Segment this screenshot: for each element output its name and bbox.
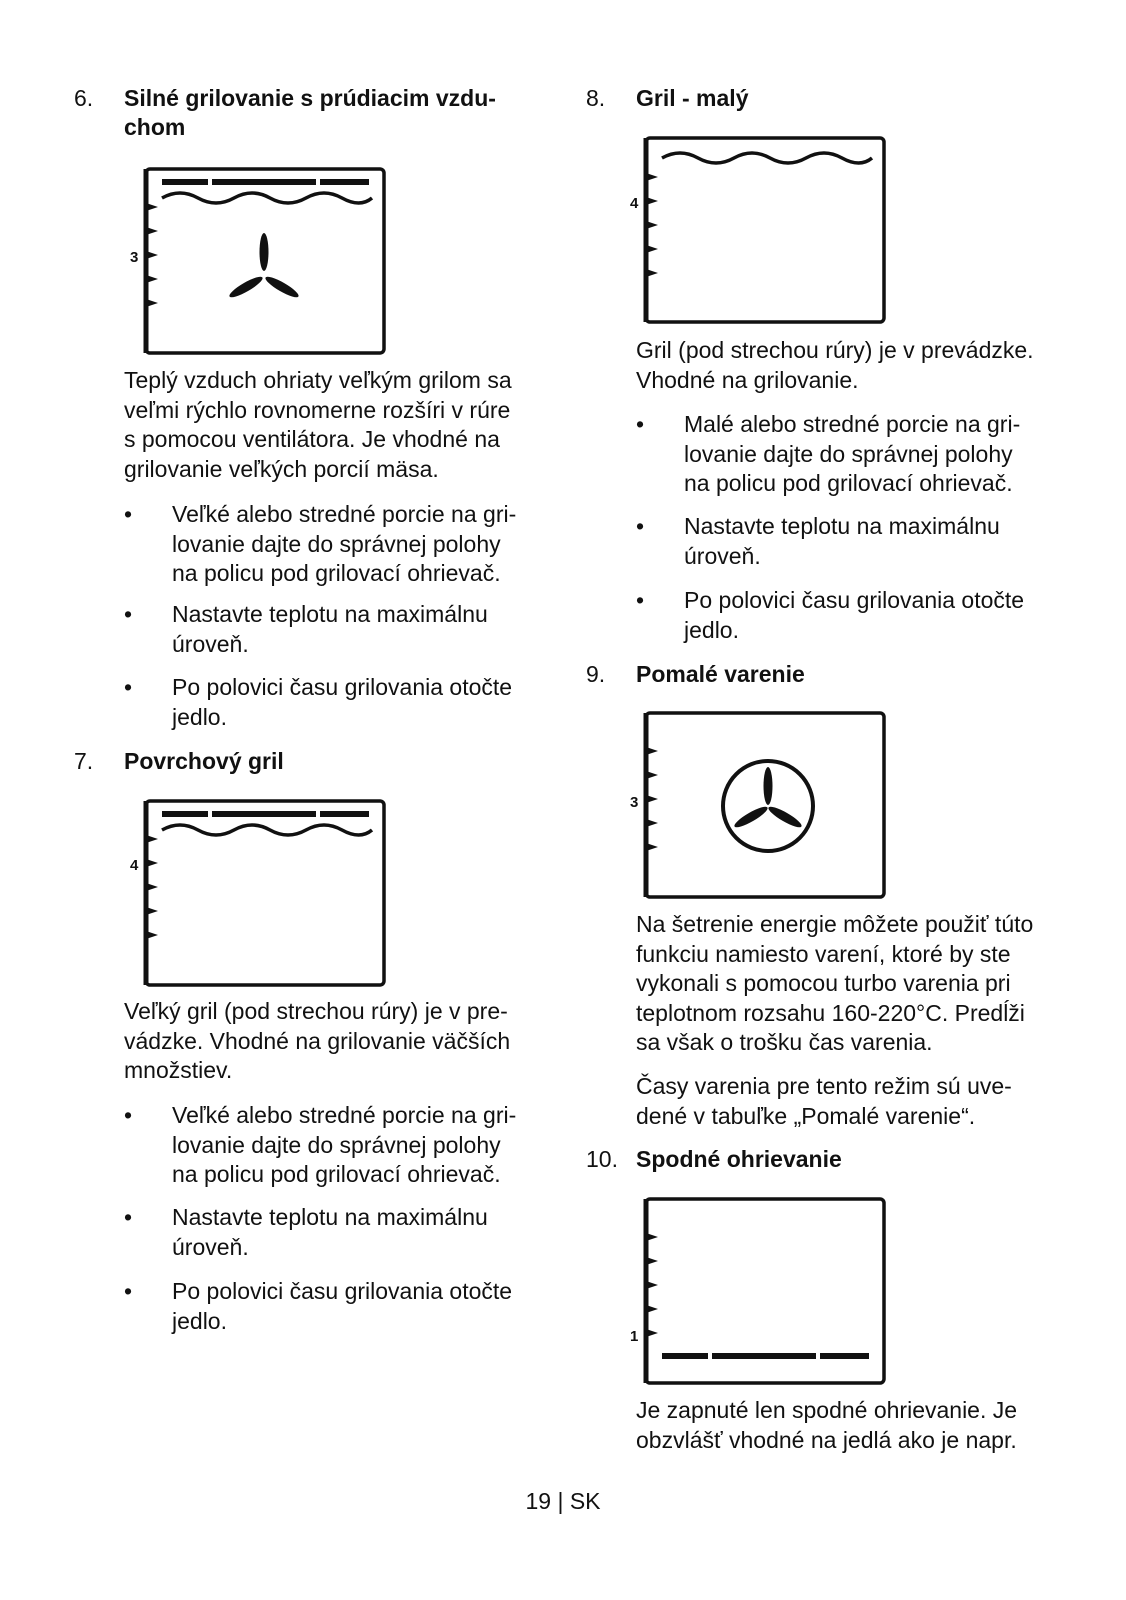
section-number: 7. (74, 748, 94, 774)
oven-frame (646, 713, 884, 897)
oven-diagram-slow-cooking (624, 708, 894, 903)
oven-diagram-bottom-heating (624, 1194, 894, 1389)
rack-number: 1 (630, 1328, 639, 1345)
section-9-description: Na šetrenie energie môžete použiť túto funkciu namiesto varení, ktoré by ste vykonali s pomocou turbo varenia pri teplotnom rozsahu 160-220°C. Predĺži sa však o trošku čas varenia. (636, 911, 1034, 1055)
section-7-description: Veľký gril (pod strechou rúry) je v pre- vádzke. Vhodné na grilovanie väčších množstiev. (124, 998, 511, 1083)
oven-diagram-small-grill (624, 133, 894, 328)
grill-wave-icon (162, 193, 372, 203)
section-number: 10. (586, 1146, 618, 1172)
grill-wave-icon (662, 153, 872, 163)
grill-wave-icon (162, 825, 372, 835)
page-number: 19 | SK (525, 1488, 601, 1514)
section-title: Spodné ohrievanie (636, 1146, 842, 1172)
rack-number: 4 (630, 195, 639, 212)
section-6-description: Teplý vzduch ohriaty veľkým grilom sa veľmi rýchlo rovnomerne rozšíri v rúre s pomocou ventilátora. Je vhodné na grilovanie veľkých porcií mäsa. (124, 367, 512, 482)
section-number: 9. (586, 661, 606, 687)
rack-number: 4 (130, 857, 139, 874)
fan-icon (227, 233, 300, 300)
oven-diagram-fan-grill (124, 164, 394, 359)
section-number: 6. (74, 85, 94, 111)
section-title: Povrchový gril (124, 748, 284, 774)
section-10-description: Je zapnuté len spodné ohrievanie. Je obzvlášť vhodné na jedlá ako je napr. (636, 1397, 1018, 1453)
section-9-note: Časy varenia pre tento režim sú uve- dené v tabuľke „Pomalé varenie“. (636, 1073, 1012, 1129)
circulated-fan-icon (723, 761, 813, 851)
oven-diagram-surface-grill (124, 796, 394, 991)
section-title: Silné grilovanie s prúdiacim vzdu- chom (124, 85, 496, 140)
section-number: 8. (586, 85, 606, 111)
oven-frame (646, 138, 884, 322)
rack-number: 3 (630, 794, 639, 811)
section-title: Gril - malý (636, 85, 749, 111)
section-8-description: Gril (pod strechou rúry) je v prevádzke. Vhodné na grilovanie. (636, 337, 1034, 393)
rack-number: 3 (130, 249, 139, 266)
section-title: Pomalé varenie (636, 661, 805, 687)
